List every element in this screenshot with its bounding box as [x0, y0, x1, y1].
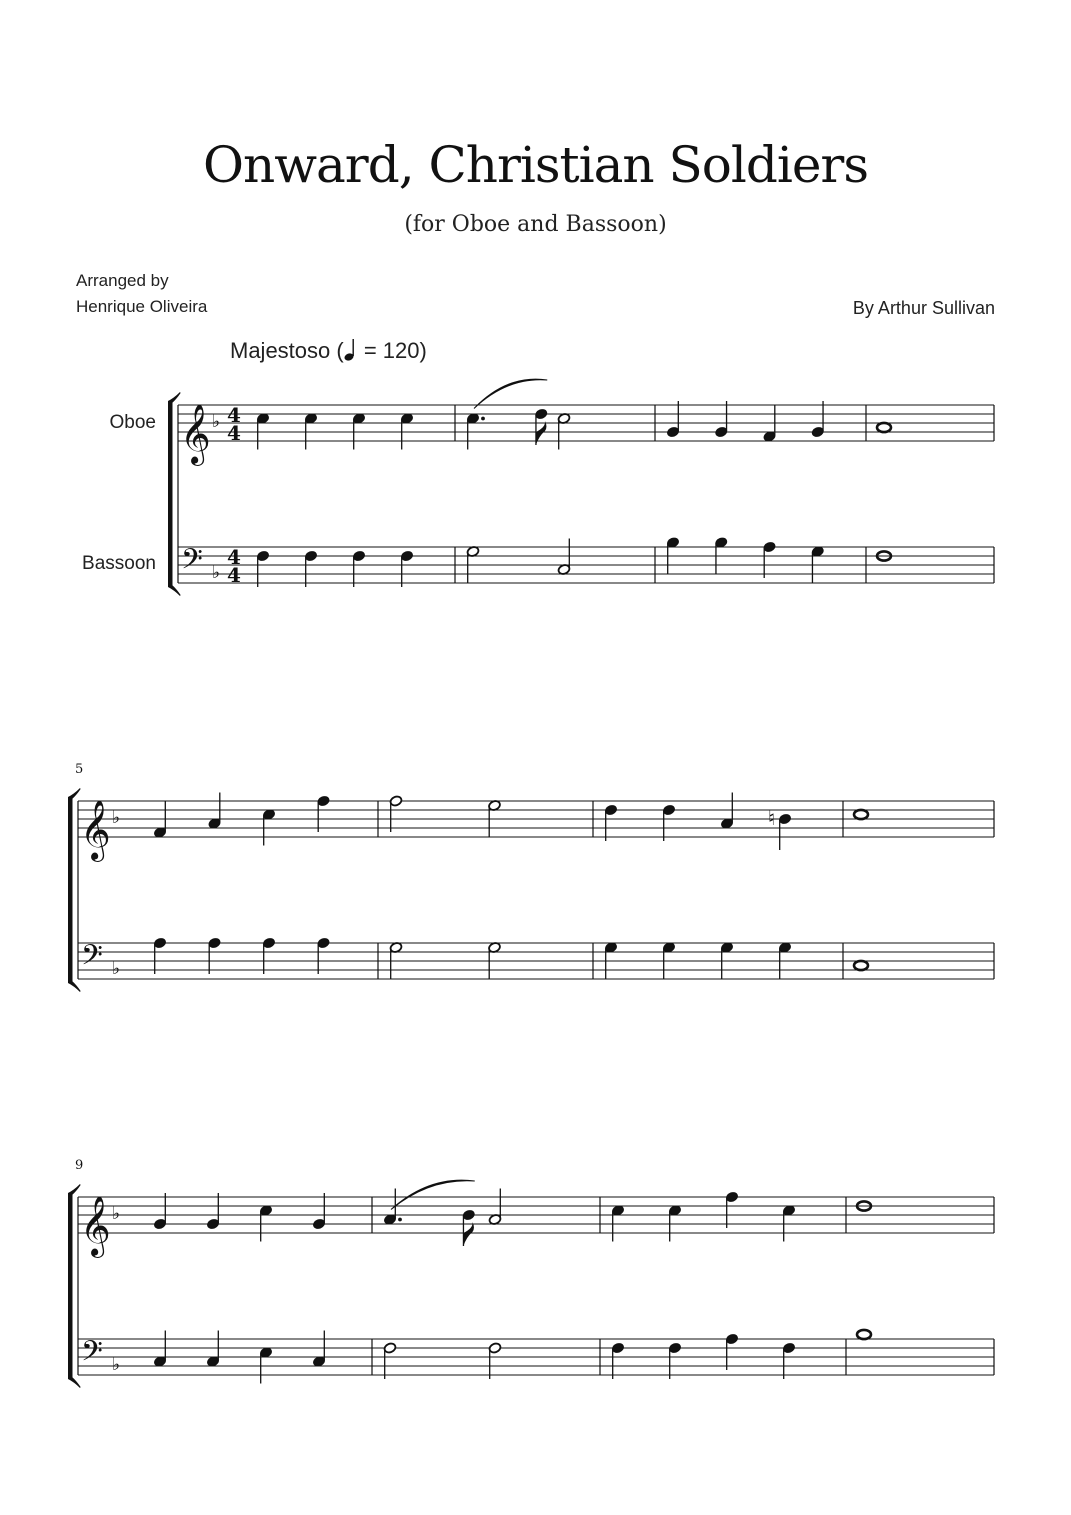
bracket-bottom-hook: [68, 1377, 81, 1388]
treble-clef: 𝄞: [80, 800, 111, 860]
time-signature-top: 4: [227, 545, 241, 569]
treble-clef: 𝄞: [80, 1196, 111, 1256]
tempo-value: = 120): [363, 338, 427, 363]
instrument-label-bassoon: Bassoon: [82, 553, 156, 574]
bracket-bottom-hook: [68, 981, 81, 992]
instrument-label-oboe: Oboe: [109, 412, 156, 433]
measure-number: 9: [75, 1158, 84, 1173]
time-signature-bottom: 4: [227, 563, 241, 587]
whole-note: [854, 961, 868, 970]
bracket-top-hook: [68, 788, 81, 799]
treble-clef: 𝄞: [180, 404, 211, 464]
system-bracket: [168, 401, 173, 587]
eighth-flag: [463, 1222, 474, 1246]
time-signature-top: 4: [227, 403, 241, 427]
whole-note: [854, 810, 868, 819]
measure-number: 5: [75, 762, 84, 777]
slur: [391, 1180, 475, 1209]
flat-sign: ♭: [112, 959, 121, 979]
bracket-top-hook: [168, 392, 181, 403]
piece-subtitle: (for Oboe and Bassoon): [404, 212, 667, 237]
bass-clef: 𝄢: [81, 939, 103, 979]
bracket-bottom-hook: [168, 585, 181, 596]
flat-sign: ♭: [212, 412, 221, 432]
flat-sign: ♭: [112, 1355, 121, 1375]
system-bracket: [68, 797, 73, 983]
natural-sign: ♮: [768, 806, 776, 830]
whole-note: [877, 423, 891, 432]
arranger-label: Arranged by: [76, 271, 169, 290]
slur: [474, 379, 547, 408]
time-signature-bottom: 4: [227, 421, 241, 445]
whole-note: [857, 1330, 871, 1339]
bracket-top-hook: [68, 1184, 81, 1195]
bass-clef: 𝄢: [81, 1335, 103, 1375]
flat-sign: ♭: [112, 808, 121, 828]
arranger-name: Henrique Oliveira: [76, 297, 208, 316]
piece-title: Onward, Christian Soldiers: [203, 136, 868, 194]
composer-credit: By Arthur Sullivan: [852, 298, 995, 318]
system-bracket: [68, 1193, 73, 1379]
tempo-word: Majestoso (: [230, 338, 344, 363]
dot: [398, 1218, 402, 1222]
flat-sign: ♭: [112, 1204, 121, 1224]
dot: [481, 417, 485, 421]
bass-clef: 𝄢: [181, 543, 203, 583]
flat-sign: ♭: [212, 563, 221, 583]
